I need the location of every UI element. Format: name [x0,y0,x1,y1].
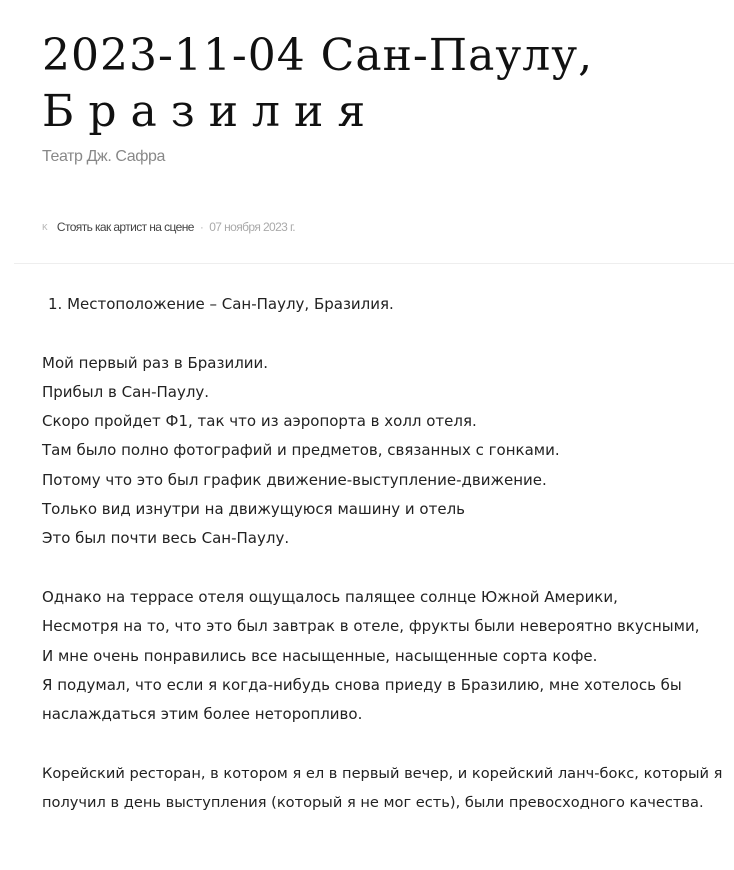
text-line: Однако на террасе отеля ощущалось палящее солнце Южной Америки, [42,587,618,606]
post-date: 07 ноября 2023 г. [209,220,296,234]
text-line: Несмотря на то, что это был завтрак в отеле, фрукты были невероятно вкусными, [42,617,700,636]
list-item: 1. Местоположение – Сан-Паулу, Бразилия. [48,295,394,313]
text-line: Потому что это был график движение-выступление-движение. [42,470,547,489]
paragraph-1 [42,349,726,554]
text-line: получил в день выступления (который я не мог есть), были превосходного качества. [42,794,704,812]
page-subtitle: Театр Дж. Сафра [42,148,166,165]
post-meta [42,220,295,234]
text-line: наслаждаться этим более неторопливо. [42,705,363,724]
text-line: Мой первый раз в Бразилии. [42,353,269,372]
paragraph-2 [42,583,726,729]
post-header [42,28,722,166]
text-line: Там было полно фотографий и предметов, связанных с гонками. [42,441,560,460]
location-list [42,290,726,319]
title-line-2: Бразилия [42,86,380,137]
text-line: Корейский ресторан, в котором я ел в первый вечер, и корейский ланч-бокс, который я [42,764,723,782]
meta-separator: · [199,220,204,234]
category-link[interactable]: Стоять как артист на сцене [56,220,194,234]
text-line: И мне очень понравились все насыщенные, насыщенные сорта кофе. [42,646,598,665]
tag-icon: ĸ [42,221,47,233]
divider [14,263,734,264]
text-line: Я подумал, что если я когда-нибудь снова приеду в Бразилию, мне хотелось бы [42,675,682,694]
text-line: Прибыл в Сан-Паулу. [42,382,210,401]
text-line: Скоро пройдет Ф1, так что из аэропорта в холл отеля. [42,412,477,431]
text-line: Только вид изнутри на движущуюся машину и отель [42,500,465,519]
text-line: Это был почти весь Сан-Паулу. [42,529,290,548]
paragraph-3 [42,759,726,818]
title-line-1: 2023-11-04 Сан-Паулу, [42,30,594,81]
page-title [42,28,722,140]
post-body [42,290,726,817]
